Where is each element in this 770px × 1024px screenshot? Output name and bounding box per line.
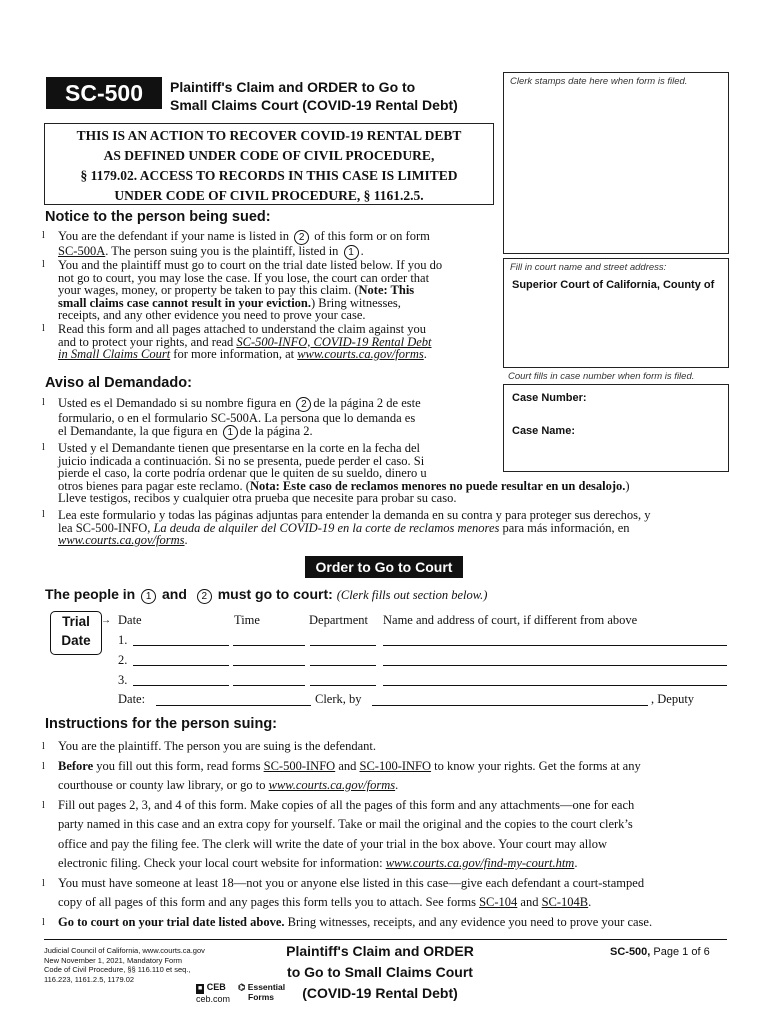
link-courts-forms-es[interactable]: www.courts.ca.gov/forms <box>58 533 185 548</box>
trial-dept-2-field[interactable] <box>310 665 376 666</box>
trial-time-2-field[interactable] <box>233 665 305 666</box>
link-sc-104b[interactable]: SC-104B <box>541 895 589 909</box>
trial-date-3-field[interactable] <box>133 685 229 686</box>
link-find-my-court[interactable]: www.courts.ca.gov/find-my-court.htm <box>385 856 575 870</box>
court-name: Superior Court of California, County of <box>512 279 715 291</box>
aviso-bullet-1: l Usted es el Demandado si su nombre figura en 2 de la página 2 de este formulario, o en el formulario SC-500A. La persona que lo demanda es el Demandante, la que figura en 1 de la página 2. <box>42 396 421 438</box>
form-title: Plaintiff's Claim and ORDER to Go to Small Claims Court (COVID-19 Rental Debt) <box>170 79 458 113</box>
aviso-bullet-3: l Lea este formulario y todas las páginas adjuntas para entender la demanda en su contra y para proteger sus derechos, y lea SC-500-INFO, La deuda de alquiler del COVID-19 en la corte de reclamos menores para más información, en www.courts.ca.gov/forms. <box>42 508 651 548</box>
notice-heading: Notice to the person being sued: <box>45 209 271 225</box>
trial-court-3-field[interactable] <box>383 685 727 686</box>
notice-bullet-3: l Read this form and all pages attached to understand the claim against you and to protect your rights, and read SC-500-INFO, COVID-19 Rental Debt in Small Claims Court for more information, at www.courts.ca.gov/forms. <box>42 322 432 362</box>
trial-date-label: Trial Date <box>50 611 102 655</box>
covid-banner: THIS IS AN ACTION TO RECOVER COVID-19 RENTAL DEBT AS DEFINED UNDER CODE OF CIVIL PROCEDURE, § 1179.02. ACCESS TO RECORDS IN THIS CASE IS LIMITED UNDER CODE OF CIVIL PROCEDURE, § 1161.2.5. <box>44 123 494 205</box>
col-court-name: Name and address of court, if different from above <box>383 613 638 627</box>
case-number-box: Case Number: Case Name: <box>503 384 729 472</box>
col-time: Time <box>234 613 260 627</box>
trial-court-1-field[interactable] <box>383 645 727 646</box>
trial-time-3-field[interactable] <box>233 685 305 686</box>
page-indicator: SC-500, Page 1 of 6 <box>610 946 710 958</box>
ceb-logo: ■ CEB ceb.com <box>196 982 231 1004</box>
people-must-go-line: The people in 1 and 2 must go to court: (Clerk fills out section below.) <box>45 586 488 602</box>
trial-dept-1-field[interactable] <box>310 645 376 646</box>
trial-date-1-field[interactable] <box>133 645 229 646</box>
notice-bullet-2: l You and the plaintiff must go to court on the trial date listed below. If you do not go to court, you may lose the case. If you lose, the court can order that your wages, money, or property be taken to pay this claim. (Note: This small claims case cannot result in your eviction.) Bring witnesses, receipts, and any other evidence you need to prove your case. <box>42 258 443 323</box>
instruction-1: l You are the plaintiff. The person you are suing is the defendant. <box>42 739 376 753</box>
col-department: Department <box>309 613 369 627</box>
footer-rule <box>44 939 727 940</box>
instruction-5: l Go to court on your trial date listed above. Bring witnesses, receipts, and any evidence you need to prove your case. <box>42 914 653 929</box>
ceb-mark-icon: ■ <box>198 985 203 992</box>
link-sc-500a[interactable]: SC-500A <box>58 244 106 258</box>
clerk-signature-field[interactable] <box>372 705 648 706</box>
notice-bullet-1: l You are the defendant if your name is listed in 2 of this form or on form SC-500A. The person suing you is the plaintiff, listed in 1 . <box>42 229 430 258</box>
col-date: Date <box>118 613 142 627</box>
clerk-stamp-box: Clerk stamps date here when form is filed. <box>503 72 729 254</box>
instruction-4: l You must have someone at least 18—not you or anyone else listed in this case—give each defendant a court-stamped copy of all pages of this form and any pages this form tells you to attach. See forms SC-104 and SC-104B. <box>42 875 645 909</box>
link-sc-100-info[interactable]: SC-100-INFO <box>359 758 432 773</box>
essential-forms-icon: ⌬ <box>238 982 246 992</box>
essential-forms-logo: ⌬ Essential Forms <box>238 982 286 1002</box>
court-address-box: Fill in court name and street address: Superior Court of California, County of <box>503 258 729 368</box>
trial-dept-3-field[interactable] <box>310 685 376 686</box>
link-sc-104[interactable]: SC-104 <box>479 895 518 909</box>
form-number-badge: SC-500 <box>46 77 162 109</box>
order-date-field[interactable] <box>156 705 311 706</box>
trial-time-1-field[interactable] <box>233 645 305 646</box>
instruction-2: l Before you fill out this form, read forms SC-500-INFO and SC-100-INFO to know your rights. Get the forms at any courthouse or county law library, or go to www.courts.ca.gov/forms. <box>42 758 641 792</box>
instruction-3: l Fill out pages 2, 3, and 4 of this form. Make copies of all the pages of this form and any attachments—one for each party named in this case and an extra copy for yourself. Take or mail the original and the copies to the court clerk’s office and pay the filing fee. The clerk will write the date of your trial in the box above. Your court may allow electronic filing. Check your local court website for information: www.courts.ca.gov/find-my-court.htm. <box>42 797 635 870</box>
link-sc-500-info[interactable]: SC-500-INFO, COVID-19 Rental Debt <box>236 334 432 349</box>
trial-court-2-field[interactable] <box>383 665 727 666</box>
aviso-bullet-2: l Usted y el Demandante tienen que presentarse en la corte en la fecha del juicio indicada a continuación. Si no se presenta, puede perder el caso. Si pierde el caso, la corte podría ordenar que le quiten de su sueldo, dinero u otros bienes para pagar este reclamo. (Nota: Este caso de reclamos menores no puede resultar en un desalojo.) Lleve testigos, recibos y cualquier otra prueba que necesite para probar su caso. <box>42 441 630 506</box>
link-courts-forms-2[interactable]: www.courts.ca.gov/forms <box>268 778 396 792</box>
footer-title: Plaintiff's Claim and ORDER to Go to Small Claims Court (COVID-19 Rental Debt) <box>286 943 474 1001</box>
order-to-go-to-court-heading: Order to Go to Court <box>305 556 463 578</box>
footer-citation: Judicial Council of California, www.courts.ca.gov New November 1, 2021, Mandatory Form Code of Civil Procedure, §§ 116.110 et seq., 116.223, 1161.2.5, 1179.02 <box>44 946 205 984</box>
aviso-heading: Aviso al Demandado: <box>45 375 192 391</box>
instructions-heading: Instructions for the person suing: <box>45 716 278 732</box>
link-sc-500-info-2[interactable]: SC-500-INFO <box>263 758 336 773</box>
link-courts-forms[interactable]: www.courts.ca.gov/forms <box>297 347 424 362</box>
trial-date-2-field[interactable] <box>133 665 229 666</box>
